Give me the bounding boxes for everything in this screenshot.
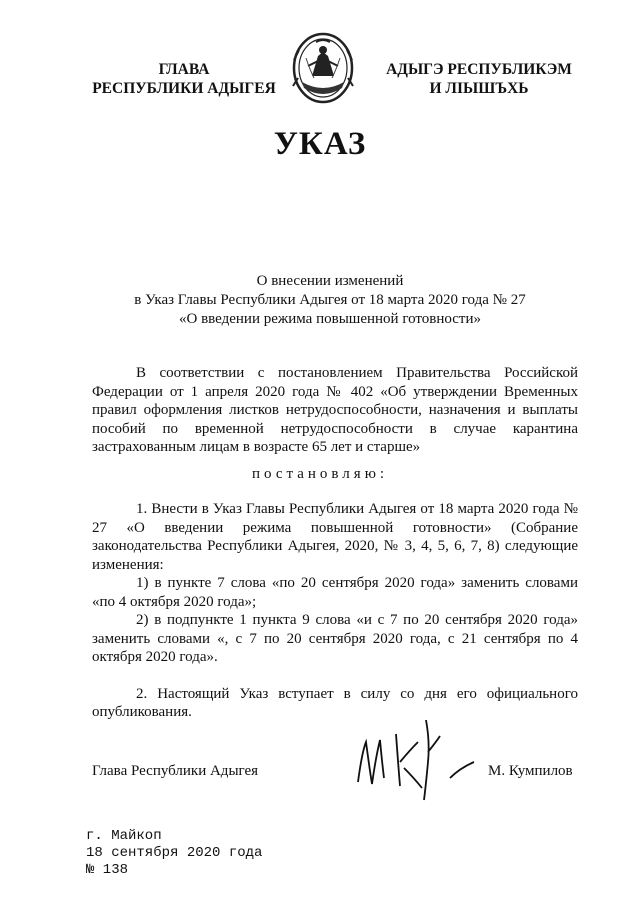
header-right xyxy=(384,60,574,98)
document-subject xyxy=(80,272,580,329)
item-2: 2. Настоящий Указ вступает в силу со дня его официального опубликования. xyxy=(92,685,578,720)
signature-position: Глава Республики Адыгея xyxy=(92,763,259,779)
header-left-line1: ГЛАВА xyxy=(158,61,210,78)
footer-city: г. Майкоп xyxy=(86,828,162,844)
item-1: 1. Внести в Указ Главы Республики Адыгея от 18 марта 2020 года № 27 «О введении режима повышенной готовности» (Собрание законодательства Республики Адыгея, 2020, № 3, 4, 5, 6, 7, 8) следующие изменения: xyxy=(92,501,578,573)
preamble xyxy=(92,364,578,457)
decree-word: постановляю: xyxy=(251,466,389,482)
footer-number: № 138 xyxy=(86,862,129,878)
header-left xyxy=(84,60,284,98)
spacer xyxy=(92,667,578,685)
document-title: УКАЗ xyxy=(273,126,367,162)
footer xyxy=(86,828,262,879)
header-right-line2: И ЛІЫШЪХЬ xyxy=(429,80,529,97)
item-1-2: 2) в подпункте 1 пункта 9 слова «и с 7 по 20 сентября 2020 года» заменить словами «, с 7 по 20 сентября 2020 года, с 21 сентября по 4 октября 2020 года». xyxy=(92,612,578,665)
subject-line3: «О введении режима повышенной готовности» xyxy=(179,311,481,327)
preamble-text: В соответствии с постановлением Правительства Российской Федерации от 1 апреля 2020 года № 402 «Об утверждении Временных правил оформления листков нетрудоспособности, назначения и выплаты пособий по временной нетрудоспособности в случае карантина застрахованным лицам в возрасте 65 лет и старше» xyxy=(92,365,578,455)
header-left-line2: РЕСПУБЛИКИ АДЫГЕЯ xyxy=(92,80,276,97)
coat-of-arms-icon xyxy=(290,30,356,106)
header-right-line1: АДЫГЭ РЕСПУБЛИКЭМ xyxy=(386,61,572,78)
item-1-1: 1) в пункте 7 слова «по 20 сентября 2020 года» заменить словами «по 4 октября 2020 года»; xyxy=(92,575,578,610)
signatory-name: М. Кумпилов xyxy=(488,763,573,779)
decree-items xyxy=(92,500,578,722)
subject-line2: в Указ Главы Республики Адыгея от 18 марта 2020 года № 27 xyxy=(134,292,526,308)
handwritten-signature xyxy=(352,712,482,802)
subject-line1: О внесении изменений xyxy=(256,273,404,289)
footer-date: 18 сентября 2020 года xyxy=(86,845,263,861)
